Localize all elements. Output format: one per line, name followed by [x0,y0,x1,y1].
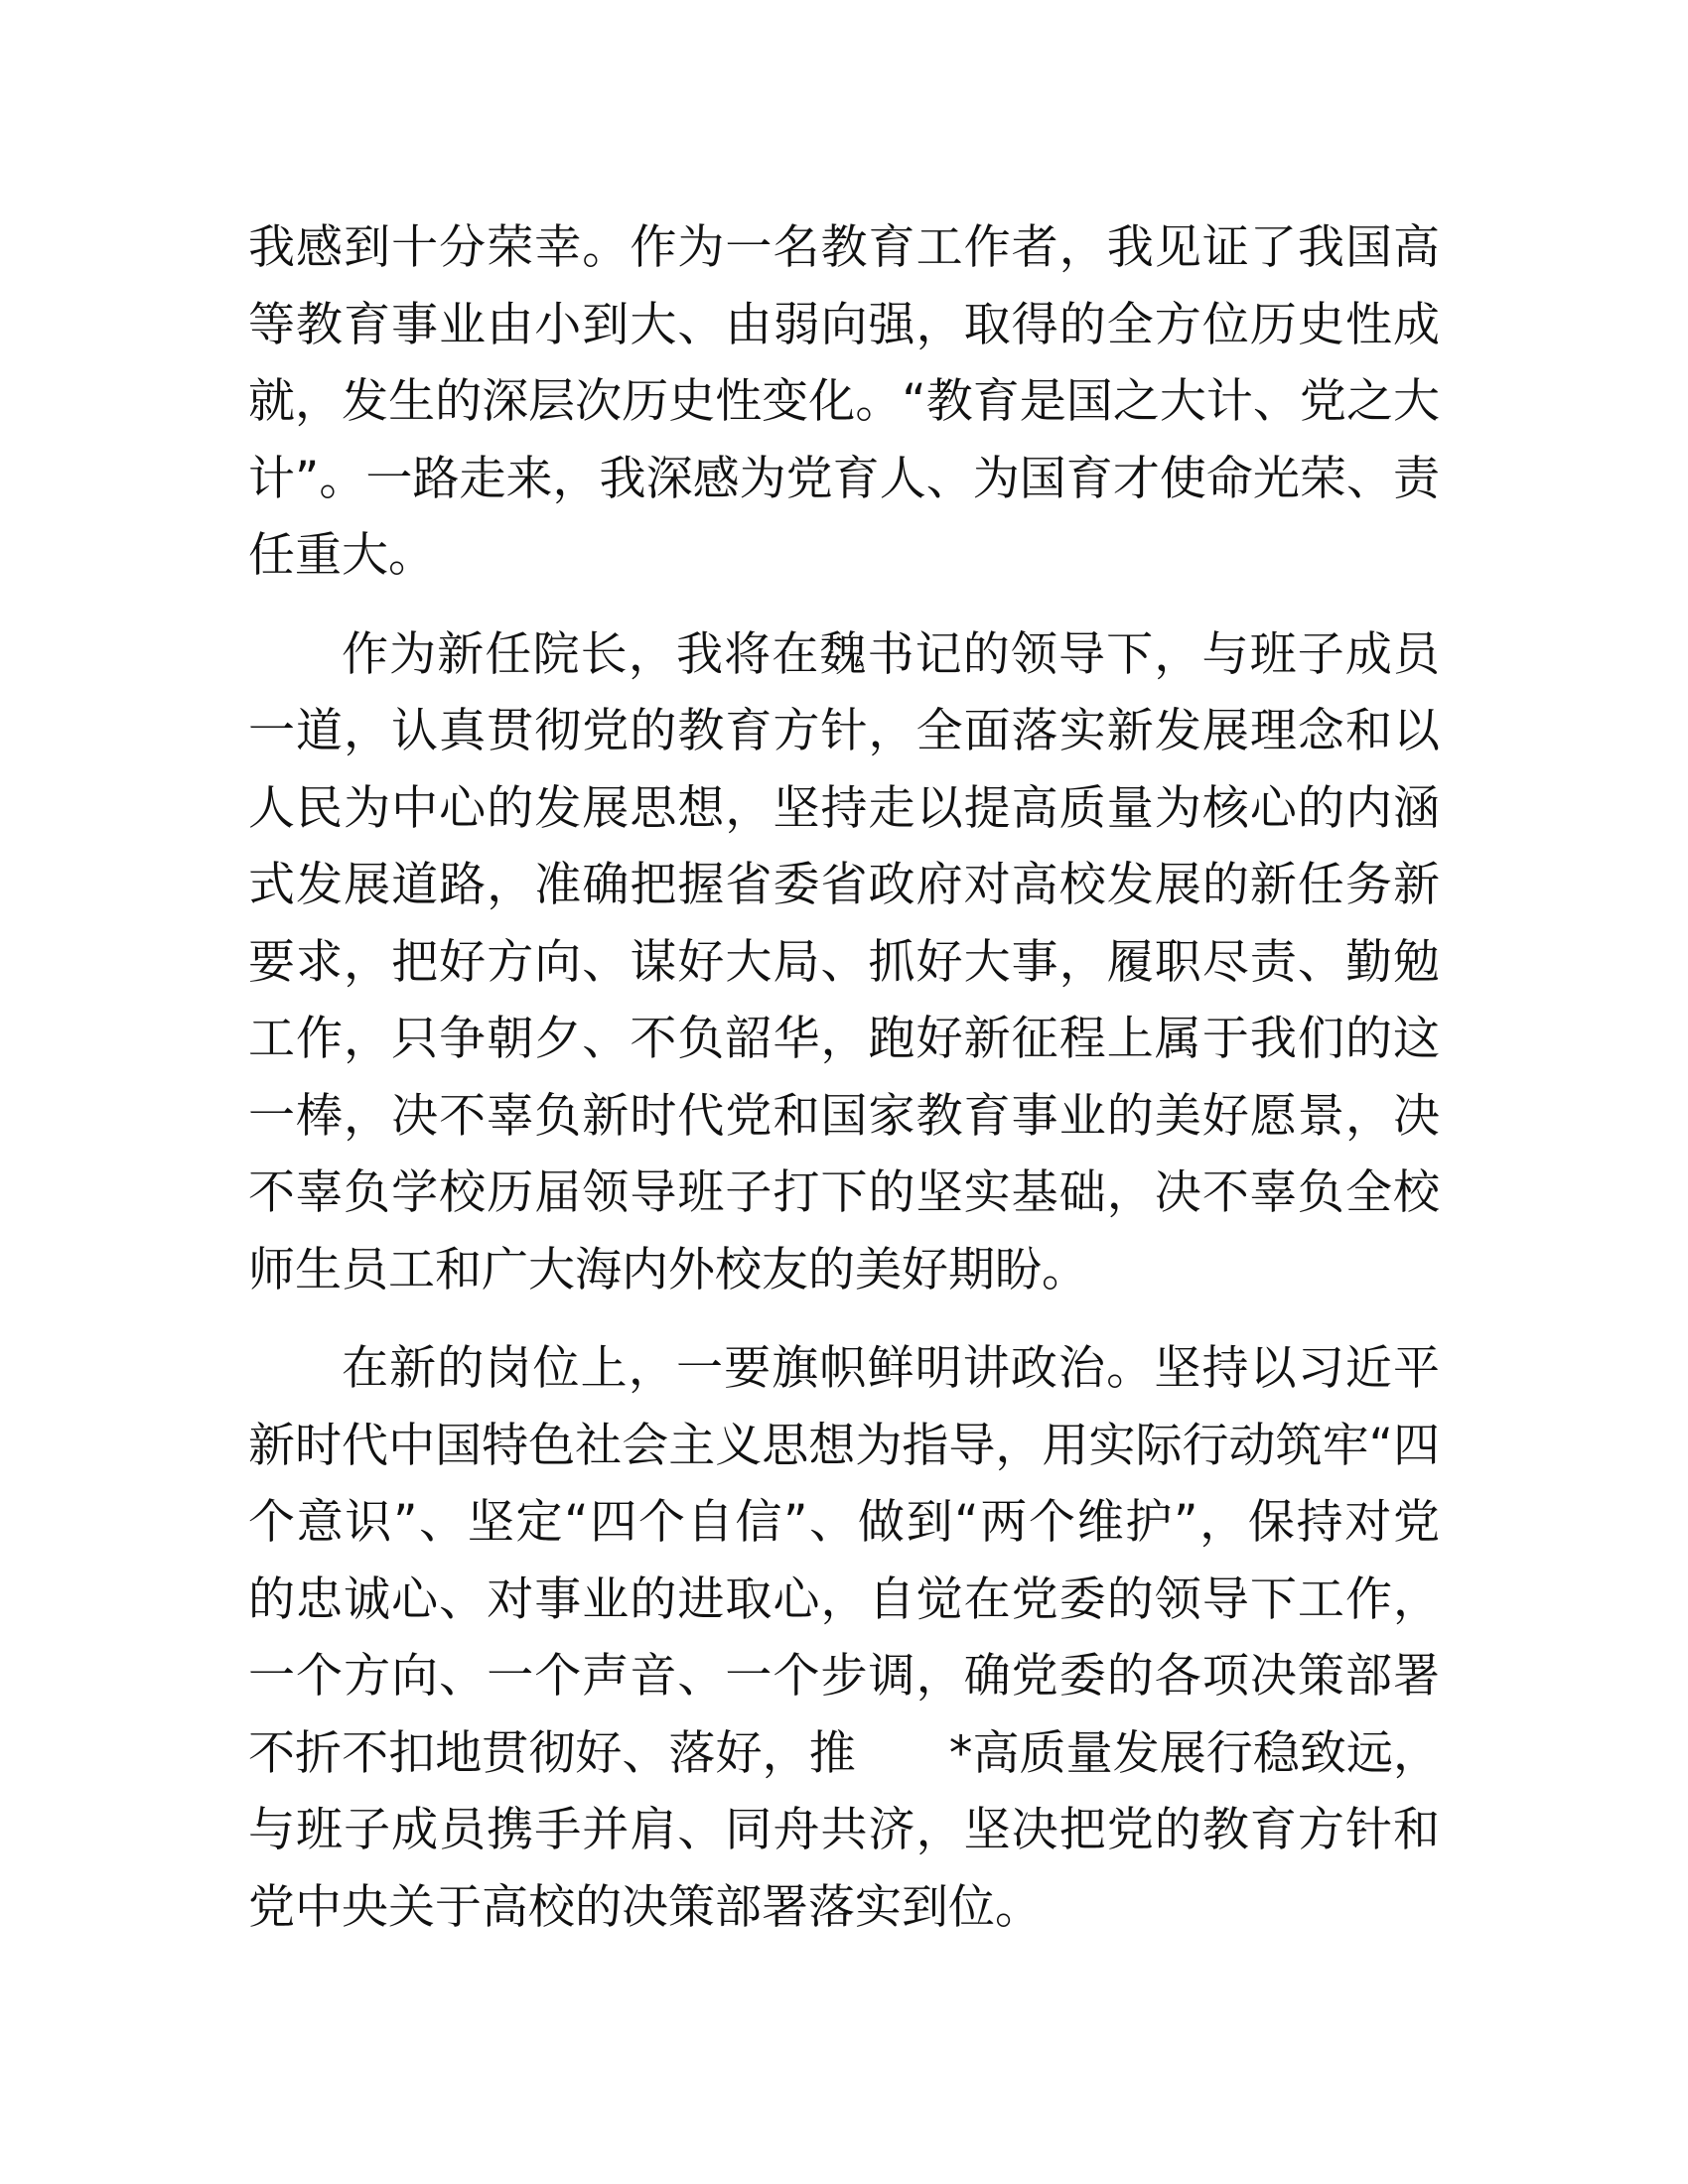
paragraph-3: 在新的岗位上，一要旗帜鲜明讲政治。坚持以习近平新时代中国特色社会主义思想为指导，用实际行动筑牢“四个意识”、坚定“四个自信”、做到“两个维护”，保持对党的忠诚心、对事业的进取心，自觉在党委的领导下工作，一个方向、一个声音、一个步调，确党委的各项决策部署不折不扣地贯彻好、落好，推 *高质量发展行稳致远，与班子成员携手并肩、同舟共济，坚决把党的教育方针和党中央关于高校的决策部署落实到位。 [248,1341,1440,1935]
paragraph-2: 作为新任院长，我将在魏书记的领导下，与班子成员一道，认真贯彻党的教育方针，全面落实新发展理念和以人民为中心的发展思想，坚持走以提高质量为核心的内涵式发展道路，准确把握省委省政府对高校发展的新任务新要求，把好方向、谋好大局、抓好大事，履职尽责、勤勉工作，只争朝夕、不负韶华，跑好新征程上属于我们的这一棒，决不辜负新时代党和国家教育事业的美好愿景，决不辜负学校历届领导班子打下的坚实基础，决不辜负全校师生员工和广大海内外校友的美好期盼。 [248,626,1440,1297]
paragraph-1: 我感到十分荣幸。作为一名教育工作者，我见证了我国高等教育事业由小到大、由弱向强，取得的全方位历史性成就，发生的深层次历史性变化。“教育是国之大计、党之大计”。一路走来，我深感为党育人、为国育才使命光荣、责任重大。 [248,220,1440,583]
document-body [248,209,1440,1946]
